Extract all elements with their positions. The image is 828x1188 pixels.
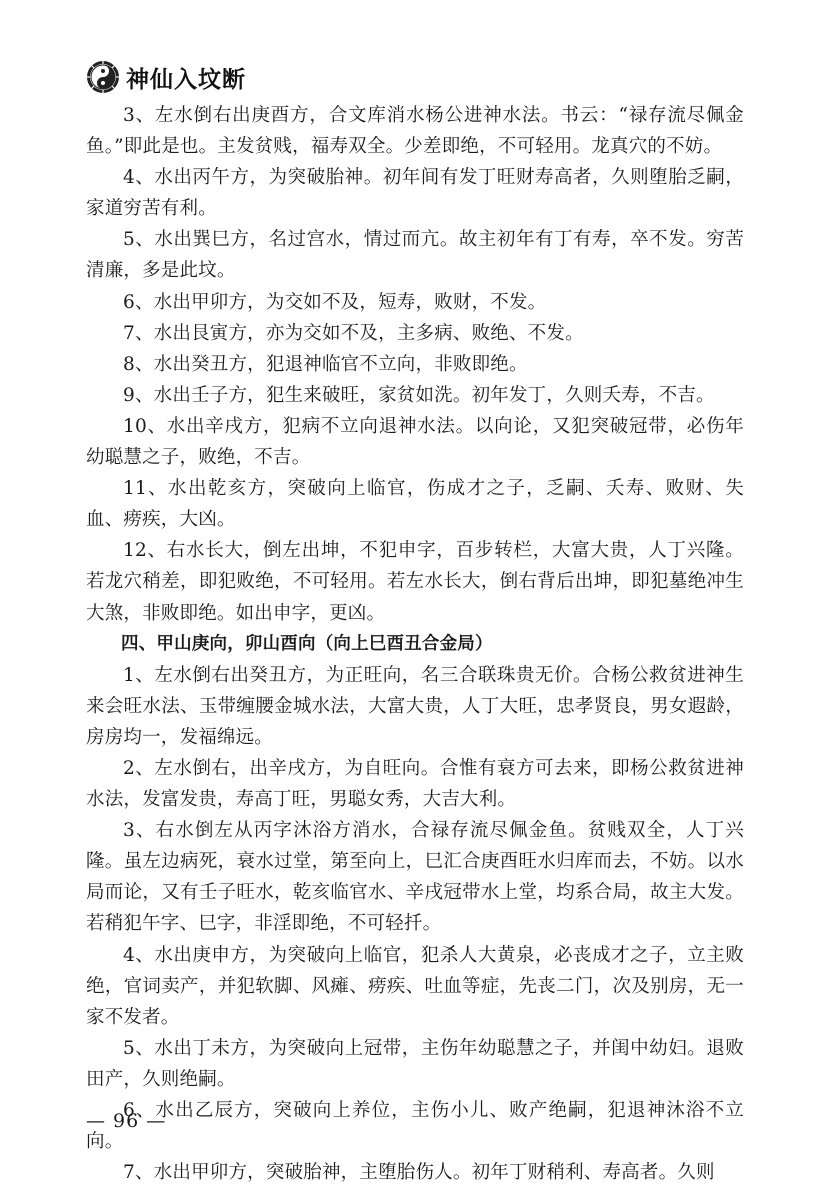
paragraph: 12、右水长大，倒左出坤，不犯申字，百步转栏，大富大贵，人丁兴隆。若龙穴稍差，即犯败绝，不可轻用。若左水长大，倒右背后出坤，即犯墓绝冲生大煞，非败即绝。如出申字，更凶。 <box>86 540 744 624</box>
paragraph: 6、水出乙辰方，突破向上养位，主伤小儿、败产绝嗣，犯退神沐浴不立向。 <box>86 1100 744 1153</box>
paragraph: 3、左水倒右出庚酉方，合文库消水杨公进神水法。书云：“禄存流尽佩金鱼。”即此是也。主发贫贱，福寿双全。少差即绝，不可轻用。龙真穴的不妨。 <box>86 105 744 158</box>
paragraph: 5、水出丁未方，为突破向上冠带，主伤年幼聪慧之子，并闺中幼妇。退败田产，久则绝嗣。 <box>86 1037 744 1090</box>
paragraph: 9、水出壬子方，犯生来破旺，家贫如洗。初年发丁，久则夭寿，不吉。 <box>123 384 715 406</box>
paragraph: 6、水出甲卯方，为交如不及，短寿，败财，不发。 <box>123 291 547 313</box>
paragraph: 7、水出艮寅方，亦为交如不及，主多病、败绝、不发。 <box>123 322 584 344</box>
paragraph: 3、右水倒左从丙字沐浴方消水，合禄存流尽佩金鱼。贫贱双全，人丁兴隆。虽左边病死，衰水过堂，第至向上，巳汇合庚酉旺水归库而去，不妨。以水局而论，又有壬子旺水，乾亥临官水、辛戌冠带水上堂，均系合局，故主大发。若稍犯午字、巳字，非淫即绝，不可轻扦。 <box>86 820 744 935</box>
yin-yang-bagua-icon <box>86 60 120 94</box>
paragraph: 4、水出丙午方，为突破胎神。初年间有发丁旺财寿高者，久则堕胎乏嗣，家道穷苦有利。 <box>86 167 744 220</box>
paragraph: 2、左水倒右，出辛戌方，为自旺向。合惟有衰方可去来，即杨公救贫进神水法，发富发贵，寿高丁旺，男聪女秀，大吉大利。 <box>86 757 744 811</box>
paragraph: 7、水出甲卯方，突破胎神，主堕胎伤人。初年丁财稍利、寿高者。久则 <box>123 1162 715 1184</box>
book-title: 神仙入坟断 <box>126 66 246 93</box>
paragraph: 10、水出辛戌方，犯病不立向退神水法。以向论，又犯突破冠带，必伤年幼聪慧之子，败绝，不吉。 <box>86 415 744 469</box>
page-body <box>86 100 744 1188</box>
paragraph: 11、水出乾亥方，突破向上临官，伤成才之子，乏嗣、夭寿、败财、失血、痨疾，大凶。 <box>86 478 744 531</box>
paragraph: 8、水出癸丑方，犯退神临官不立向，非败即绝。 <box>123 353 528 375</box>
paragraph: 4、水出庚申方，为突破向上临官，犯杀人大黄泉，必丧成才之子，立主败绝，官词卖产，并犯软脚、风瘫、痨疾、吐血等症，先丧二门，次及别房，无一家不发者。 <box>86 944 744 1028</box>
paragraph: 1、左水倒右出癸丑方，为正旺向，名三合联珠贵无价。合杨公救贫进神生来会旺水法、玉带缠腰金城水法，大富大贵，人丁大旺，忠孝贤良，男女遐龄，房房均一，发福绵远。 <box>86 664 744 748</box>
section-heading: 四、甲山庚向，卯山酉向（向上巳酉丑合金局） <box>121 633 493 654</box>
running-header <box>86 60 246 94</box>
paragraph: 5、水出巽巳方，名过宫水，情过而亢。故主初年有丁有寿，卒不发。穷苦清廉，多是此坟。 <box>86 229 744 282</box>
page-number: — 96 — <box>86 1110 167 1132</box>
